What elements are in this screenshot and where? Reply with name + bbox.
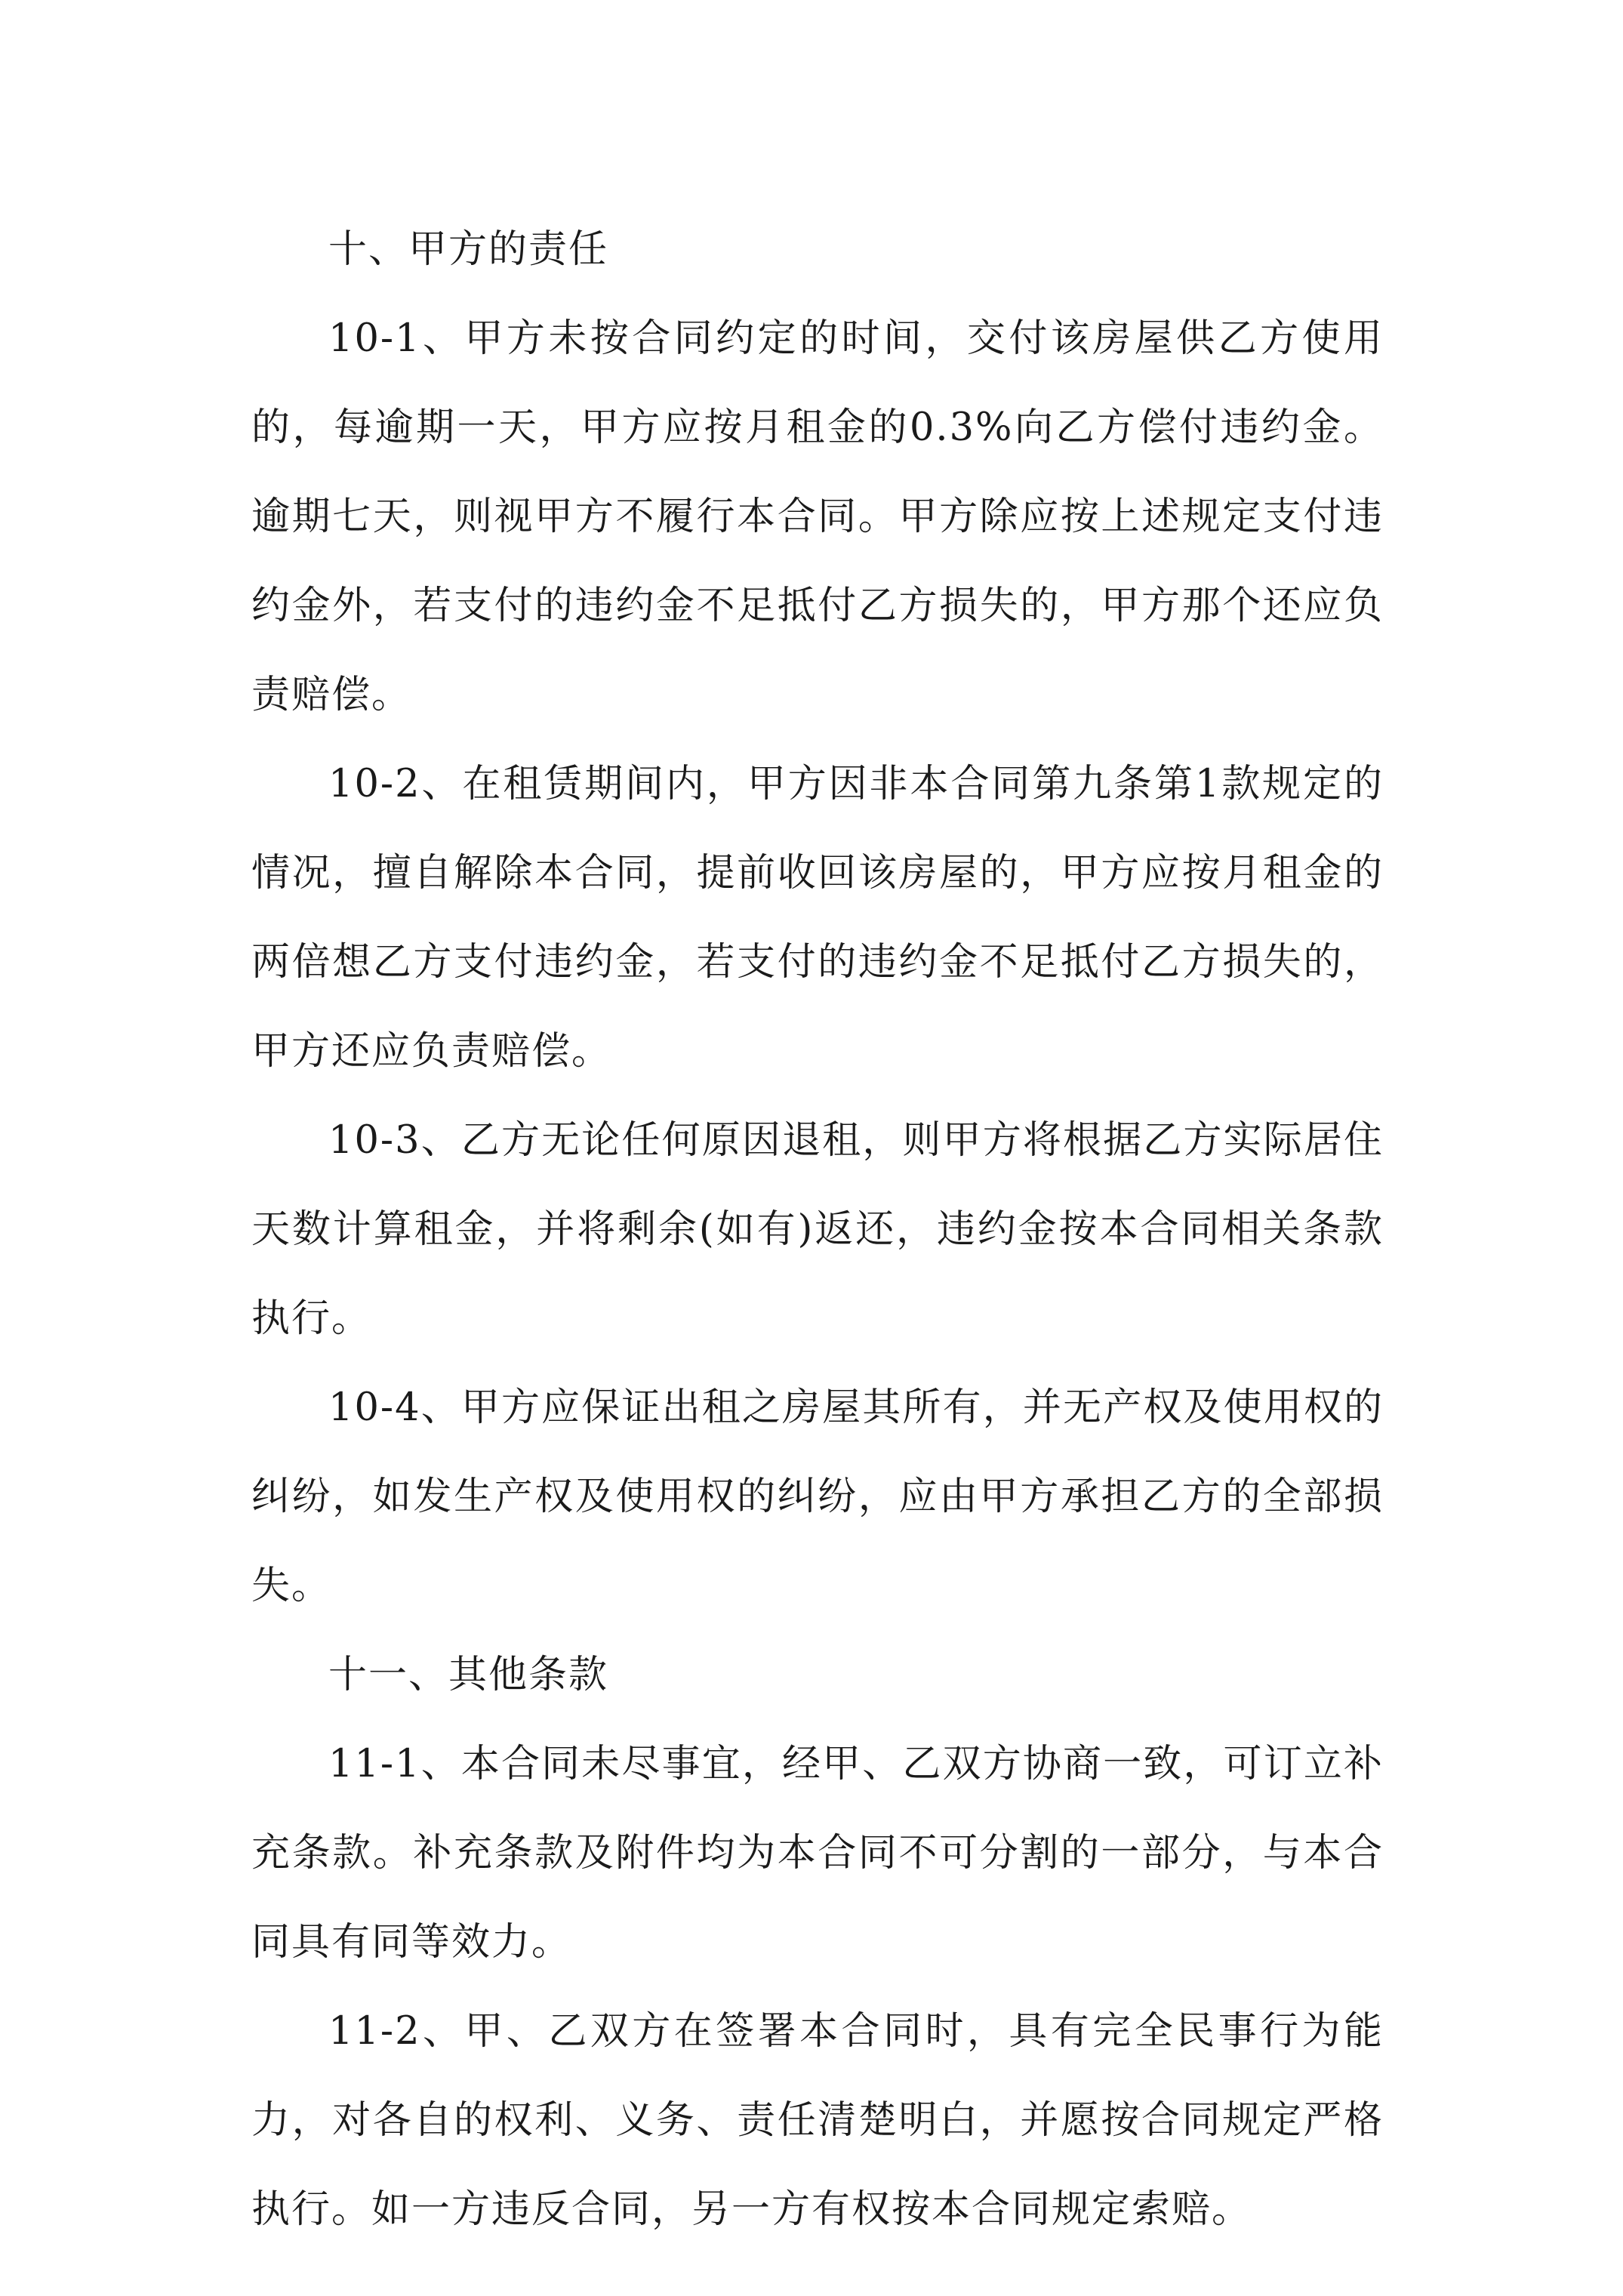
- clause-11-1: 11-1、本合同未尽事宜，经甲、乙双方协商一致，可订立补充条款。补充条款及附件均为本合同不可分割的一部分，与本合同具有同等效力。: [251, 1742, 1384, 1965]
- clause-11-2: 11-2、甲、乙双方在签署本合同时，具有完全民事行为能力，对各自的权利、义务、责任清楚明白，并愿按合同规定严格执行。如一方违反合同，另一方有权按本合同规定索赔。: [251, 2009, 1384, 2232]
- clause-10-3: 10-3、乙方无论任何原因退租，则甲方将根据乙方实际居住天数计算租金，并将剩余(如有)返还，违约金按本合同相关条款执行。: [251, 1118, 1384, 1341]
- clause-10-1: 10-1、甲方未按合同约定的时间，交付该房屋供乙方使用的，每逾期一天，甲方应按月租金的0.3%向乙方偿付违约金。逾期七天，则视甲方不履行本合同。甲方除应按上述规定支付违约金外，若支付的违约金不足抵付乙方损失的，甲方那个还应负责赔偿。: [251, 316, 1384, 717]
- clause-10-2: 10-2、在租赁期间内，甲方因非本合同第九条第1款规定的情况，擅自解除本合同，提前收回该房屋的，甲方应按月租金的两倍想乙方支付违约金，若支付的违约金不足抵付乙方损失的，甲方还应负责赔偿。: [251, 762, 1384, 1074]
- section-heading-10: 十、甲方的责任: [328, 227, 609, 272]
- clause-10-4: 10-4、甲方应保证出租之房屋其所有，并无产权及使用权的纠纷，如发生产权及使用权的纠纷，应由甲方承担乙方的全部损失。: [251, 1385, 1384, 1608]
- section-heading-11: 十一、其他条款: [328, 1653, 609, 1697]
- document-body: [251, 205, 1384, 2254]
